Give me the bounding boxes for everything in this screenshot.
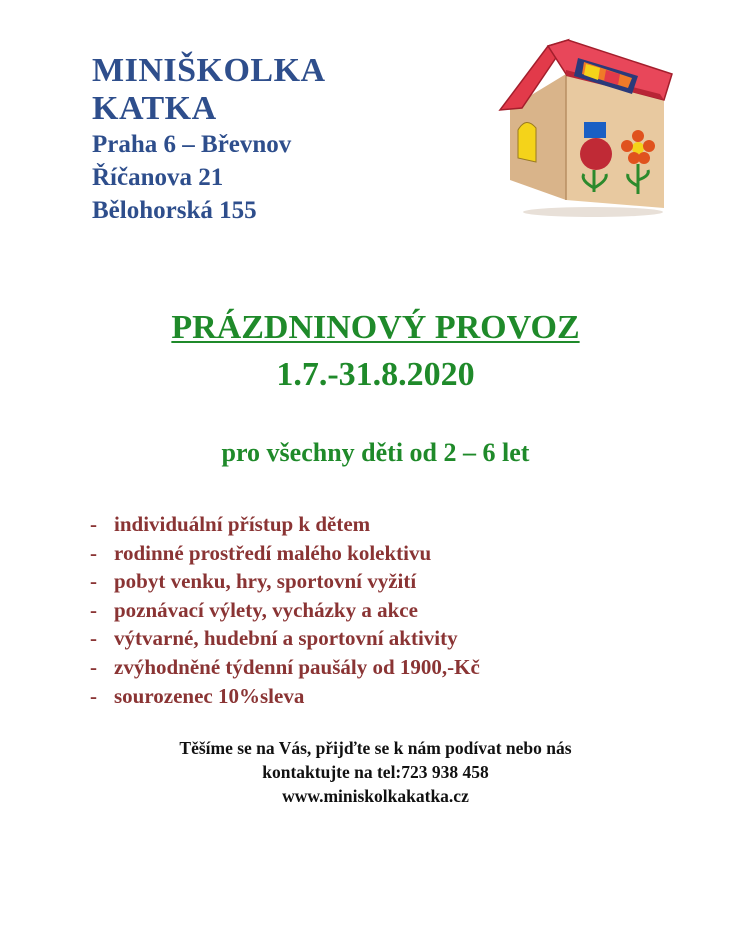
- bullet-dash: -: [90, 654, 97, 679]
- bullet-dash: -: [90, 569, 97, 594]
- summer-operation-headline: [0, 308, 751, 348]
- list-item: - zvýhodněné týdenní paušály od 1900,-Kč: [90, 653, 480, 682]
- school-header: [92, 52, 326, 227]
- address-district: Praha 6 – Břevnov: [92, 131, 292, 158]
- contact-phone: kontaktujte na tel:723 938 458: [262, 762, 489, 782]
- school-name-line1: MINIŠKOLKA: [92, 52, 326, 89]
- bullet-dash: -: [90, 540, 97, 565]
- list-item: - rodinné prostředí malého kolektivu: [90, 539, 480, 568]
- contact-invitation: Těšíme se na Vás, přijďte se k nám podívat nebo nás: [179, 738, 572, 758]
- address-street-1: Říčanova 21: [92, 164, 224, 191]
- list-item: - výtvarné, hudební a sportovní aktivity: [90, 624, 480, 653]
- contact-block: [0, 736, 751, 808]
- list-item: - pobyt venku, hry, sportovní vyžití: [90, 567, 480, 596]
- bullet-dash: -: [90, 597, 97, 622]
- headline-text: PRÁZDNINOVÝ PROVOZ: [171, 309, 580, 346]
- bullet-dash: -: [90, 512, 97, 536]
- website-link[interactable]: www.miniskolkakatka.cz: [282, 786, 469, 806]
- date-range: 1.7.-31.8.2020: [276, 356, 475, 393]
- feature-list: [90, 510, 480, 710]
- address-street-2: Bělohorská 155: [92, 197, 257, 224]
- toy-house-image: [488, 30, 678, 220]
- list-item: - poznávací výlety, vycházky a akce: [90, 596, 480, 625]
- age-range: pro všechny děti od 2 – 6 let: [221, 438, 530, 467]
- bullet-dash: -: [90, 626, 97, 651]
- list-item: - individuální přístup k dětem: [90, 510, 480, 539]
- list-item: - sourozenec 10%sleva: [90, 682, 480, 711]
- school-name-line2: KATKA: [92, 90, 217, 127]
- bullet-dash: -: [90, 683, 97, 708]
